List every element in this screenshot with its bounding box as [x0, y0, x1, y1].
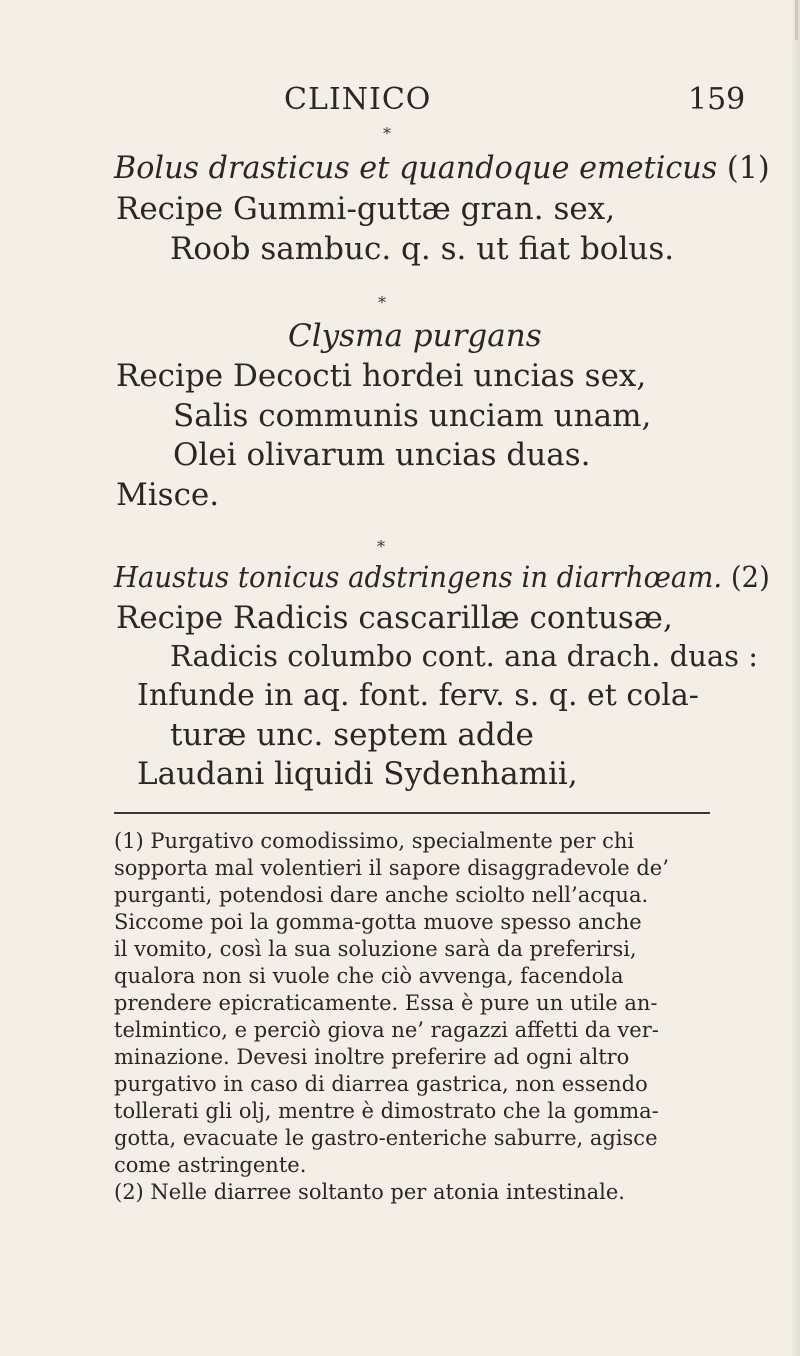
recipe-line: Salis communis unciam unam,: [173, 398, 652, 434]
footnote-line: telmintico, e perciò giova ne’ ragazzi affetti da ver-: [114, 1018, 659, 1042]
recipe-title-text: Haustus tonicus adstringens in diarrhœam.: [114, 560, 723, 594]
recipe-title: [114, 150, 770, 186]
recipe-line: turæ unc. septem adde: [170, 717, 534, 753]
section-star: *: [383, 124, 391, 143]
page-edge-shadow: [790, 0, 800, 1356]
footnote-line: (1) Purgativo comodissimo, specialmente per chi: [114, 829, 635, 853]
footnote-line: purganti, potendosi dare anche sciolto nell’acqua.: [114, 883, 649, 907]
recipe-line: Misce.: [116, 477, 220, 513]
footnote-ref: (2): [730, 560, 770, 594]
footnote-separator: [114, 812, 710, 814]
recipe-line: Olei olivarum uncias duas.: [173, 437, 591, 473]
footnote-line: il vomito, così la sua soluzione sarà da preferirsi,: [114, 937, 637, 961]
page-edge-mark: [795, 0, 798, 40]
recipe-line: Recipe Gummi-guttæ gran. sex,: [116, 191, 616, 227]
section-star: *: [378, 293, 386, 312]
recipe-line: Recipe Radicis cascarillæ contusæ,: [116, 600, 673, 636]
footnote-line: come astringente.: [114, 1153, 307, 1177]
recipe-title: Clysma purgans: [288, 318, 542, 354]
recipe-line: Roob sambuc. q. s. ut fiat bolus.: [170, 231, 675, 267]
footnote-ref: (1): [726, 150, 770, 186]
footnote-line: Siccome poi la gomma-gotta muove spesso anche: [114, 910, 642, 934]
running-title: CLINICO: [284, 82, 432, 117]
recipe-line: Infunde in aq. font. ferv. s. q. et cola-: [137, 678, 699, 713]
recipe-title-text: Bolus drasticus et quandoque emeticus: [114, 150, 718, 186]
running-header: [0, 82, 800, 122]
footnote-line: purgativo in caso di diarrea gastrica, non essendo: [114, 1072, 648, 1096]
footnote-line: qualora non si vuole che ciò avvenga, facendola: [114, 964, 624, 988]
recipe-title: [114, 560, 770, 594]
section-star: *: [377, 537, 385, 556]
footnote-line: sopporta mal volentieri il sapore disaggradevole de’: [114, 856, 669, 880]
footnote-line: (2) Nelle diarree soltanto per atonia intestinale.: [114, 1180, 625, 1204]
footnote-line: minazione. Devesi inoltre preferire ad ogni altro: [114, 1045, 630, 1069]
recipe-line: Laudani liquidi Sydenhamii,: [137, 756, 578, 792]
page-number: 159: [688, 82, 746, 117]
footnote-line: gotta, evacuate le gastro-enteriche saburre, agisce: [114, 1126, 658, 1150]
recipe-line: Radicis columbo cont. ana drach. duas :: [170, 639, 759, 673]
recipe-line: Recipe Decocti hordei uncias sex,: [116, 358, 647, 394]
footnote-line: prendere epicraticamente. Essa è pure un utile an-: [114, 991, 658, 1015]
footnote-line: tollerati gli olj, mentre è dimostrato che la gomma-: [114, 1099, 659, 1123]
